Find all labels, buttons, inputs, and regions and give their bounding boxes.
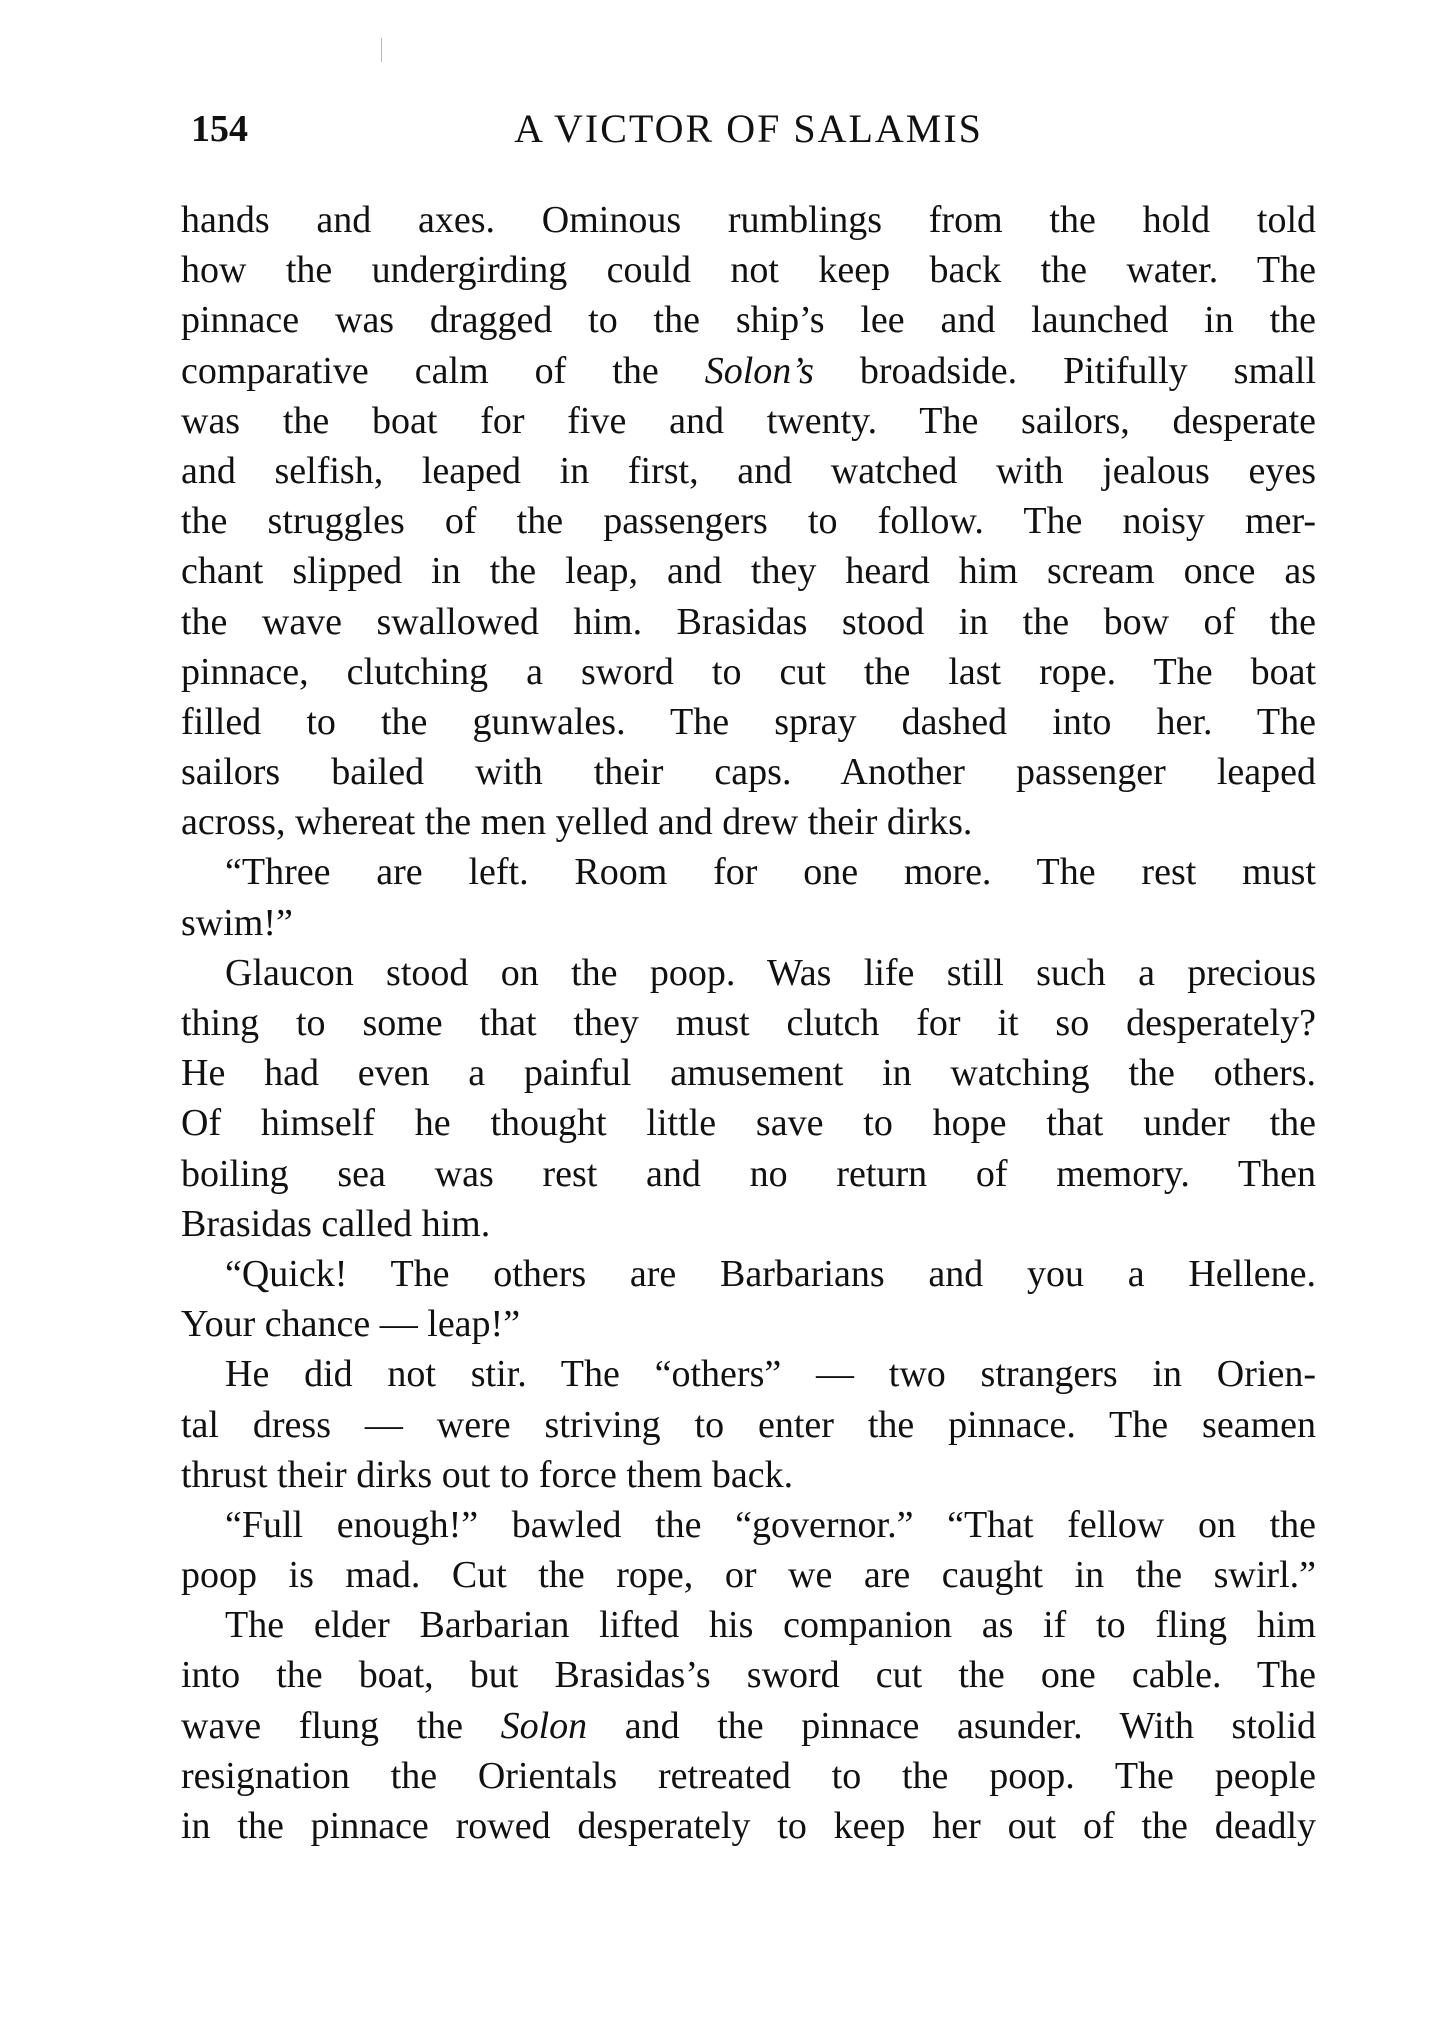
text-line <box>181 1550 1316 1600</box>
text-line <box>181 1349 1316 1399</box>
text-segment: “Three are left. Room for one more. The rest must <box>225 851 1316 894</box>
text-segment: He had even a painful amusement in watching the others. <box>181 1052 1316 1095</box>
text-segment: and selfish, leaped in first, and watched with jealous eyes <box>181 449 1316 492</box>
text-line <box>181 998 1316 1048</box>
text-segment: Brasidas called him. <box>181 1202 491 1245</box>
text-segment: The elder Barbarian lifted his companion as if to fling him <box>225 1604 1316 1647</box>
text-segment: comparative calm of the <box>181 349 705 392</box>
text-line <box>181 1500 1316 1550</box>
text-segment: and the pinnace asunder. With stolid <box>587 1704 1317 1747</box>
text-line <box>181 1751 1316 1801</box>
text-line <box>181 697 1316 747</box>
running-title: A VICTOR OF SALAMIS <box>514 106 983 151</box>
scan-mark <box>381 38 382 62</box>
text-line <box>181 346 1316 396</box>
text-segment: wave flung the <box>181 1704 501 1747</box>
text-line <box>181 1149 1316 1199</box>
italic-text: Solon’s <box>704 349 814 392</box>
text-segment: Glaucon stood on the poop. Was life still such a precious <box>225 951 1316 994</box>
text-line <box>181 1199 1316 1249</box>
text-segment: into the boat, but Brasidas’s sword cut the one cable. The <box>181 1654 1316 1697</box>
text-line <box>181 1299 1316 1349</box>
text-segment: resignation the Orientals retreated to the poop. The people <box>181 1754 1316 1797</box>
text-line <box>181 847 1316 897</box>
text-line <box>181 1249 1316 1299</box>
text-segment: pinnace, clutching a sword to cut the last rope. The boat <box>181 650 1316 693</box>
text-segment: thing to some that they must clutch for it so desperately? <box>181 1002 1316 1044</box>
text-segment: was the boat for five and twenty. The sailors, desperate <box>181 399 1316 442</box>
text-line <box>181 496 1316 546</box>
text-segment: Of himself he thought little save to hope that under the <box>181 1102 1316 1145</box>
text-line <box>181 797 1316 847</box>
text-line <box>181 597 1316 647</box>
text-segment: across, whereat the men yelled and drew their dirks. <box>181 801 973 844</box>
text-segment: poop is mad. Cut the rope, or we are caught in the swirl.” <box>181 1554 1316 1597</box>
text-line <box>181 747 1316 797</box>
text-line <box>181 195 1316 245</box>
text-line <box>181 1048 1316 1098</box>
text-segment: “Quick! The others are Barbarians and you a Hellene. <box>225 1252 1316 1295</box>
text-line <box>181 1701 1316 1751</box>
text-line <box>181 295 1316 345</box>
text-segment: pinnace was dragged to the ship’s lee and launched in the <box>181 299 1316 342</box>
text-line <box>181 446 1316 496</box>
text-segment: Your chance — leap!” <box>181 1303 521 1346</box>
page-header <box>181 104 1316 154</box>
text-line <box>181 1400 1316 1450</box>
text-line <box>181 647 1316 697</box>
text-line <box>181 1801 1316 1851</box>
text-line <box>181 898 1316 948</box>
text-segment: chant slipped in the leap, and they heard him scream once as <box>181 550 1316 593</box>
text-line <box>181 1450 1316 1500</box>
text-line <box>181 396 1316 446</box>
text-segment: He did not stir. The “others” — two strangers in Orien- <box>225 1353 1316 1396</box>
italic-text: Solon <box>500 1704 588 1747</box>
text-segment: broadside. Pitifully small <box>813 349 1317 392</box>
text-segment: thrust their dirks out to force them back. <box>181 1453 794 1496</box>
text-segment: swim!” <box>181 901 293 944</box>
text-line <box>181 1098 1316 1148</box>
text-line <box>181 948 1316 998</box>
text-segment: the wave swallowed him. Brasidas stood in the bow of the <box>181 600 1316 643</box>
text-segment: how the undergirding could not keep back the water. The <box>181 249 1316 292</box>
text-segment: tal dress — were striving to enter the pinnace. The seamen <box>181 1403 1316 1446</box>
text-segment: sailors bailed with their caps. Another passenger leaped <box>181 751 1316 794</box>
text-segment: filled to the gunwales. The spray dashed into her. The <box>181 700 1316 743</box>
text-segment: in the pinnace rowed desperately to keep her out of the deadly <box>181 1805 1316 1847</box>
page-number: 154 <box>191 108 248 150</box>
text-line <box>181 1600 1316 1650</box>
text-line <box>181 546 1316 596</box>
text-line <box>181 1650 1316 1700</box>
body-text <box>181 195 1316 1851</box>
text-segment: boiling sea was rest and no return of memory. Then <box>181 1152 1316 1195</box>
text-segment: the struggles of the passengers to follow. The noisy mer- <box>181 500 1316 543</box>
text-segment: “Full enough!” bawled the “governor.” “That fellow on the <box>225 1503 1316 1546</box>
text-segment: hands and axes. Ominous rumblings from the hold told <box>181 199 1316 241</box>
text-line <box>181 245 1316 295</box>
